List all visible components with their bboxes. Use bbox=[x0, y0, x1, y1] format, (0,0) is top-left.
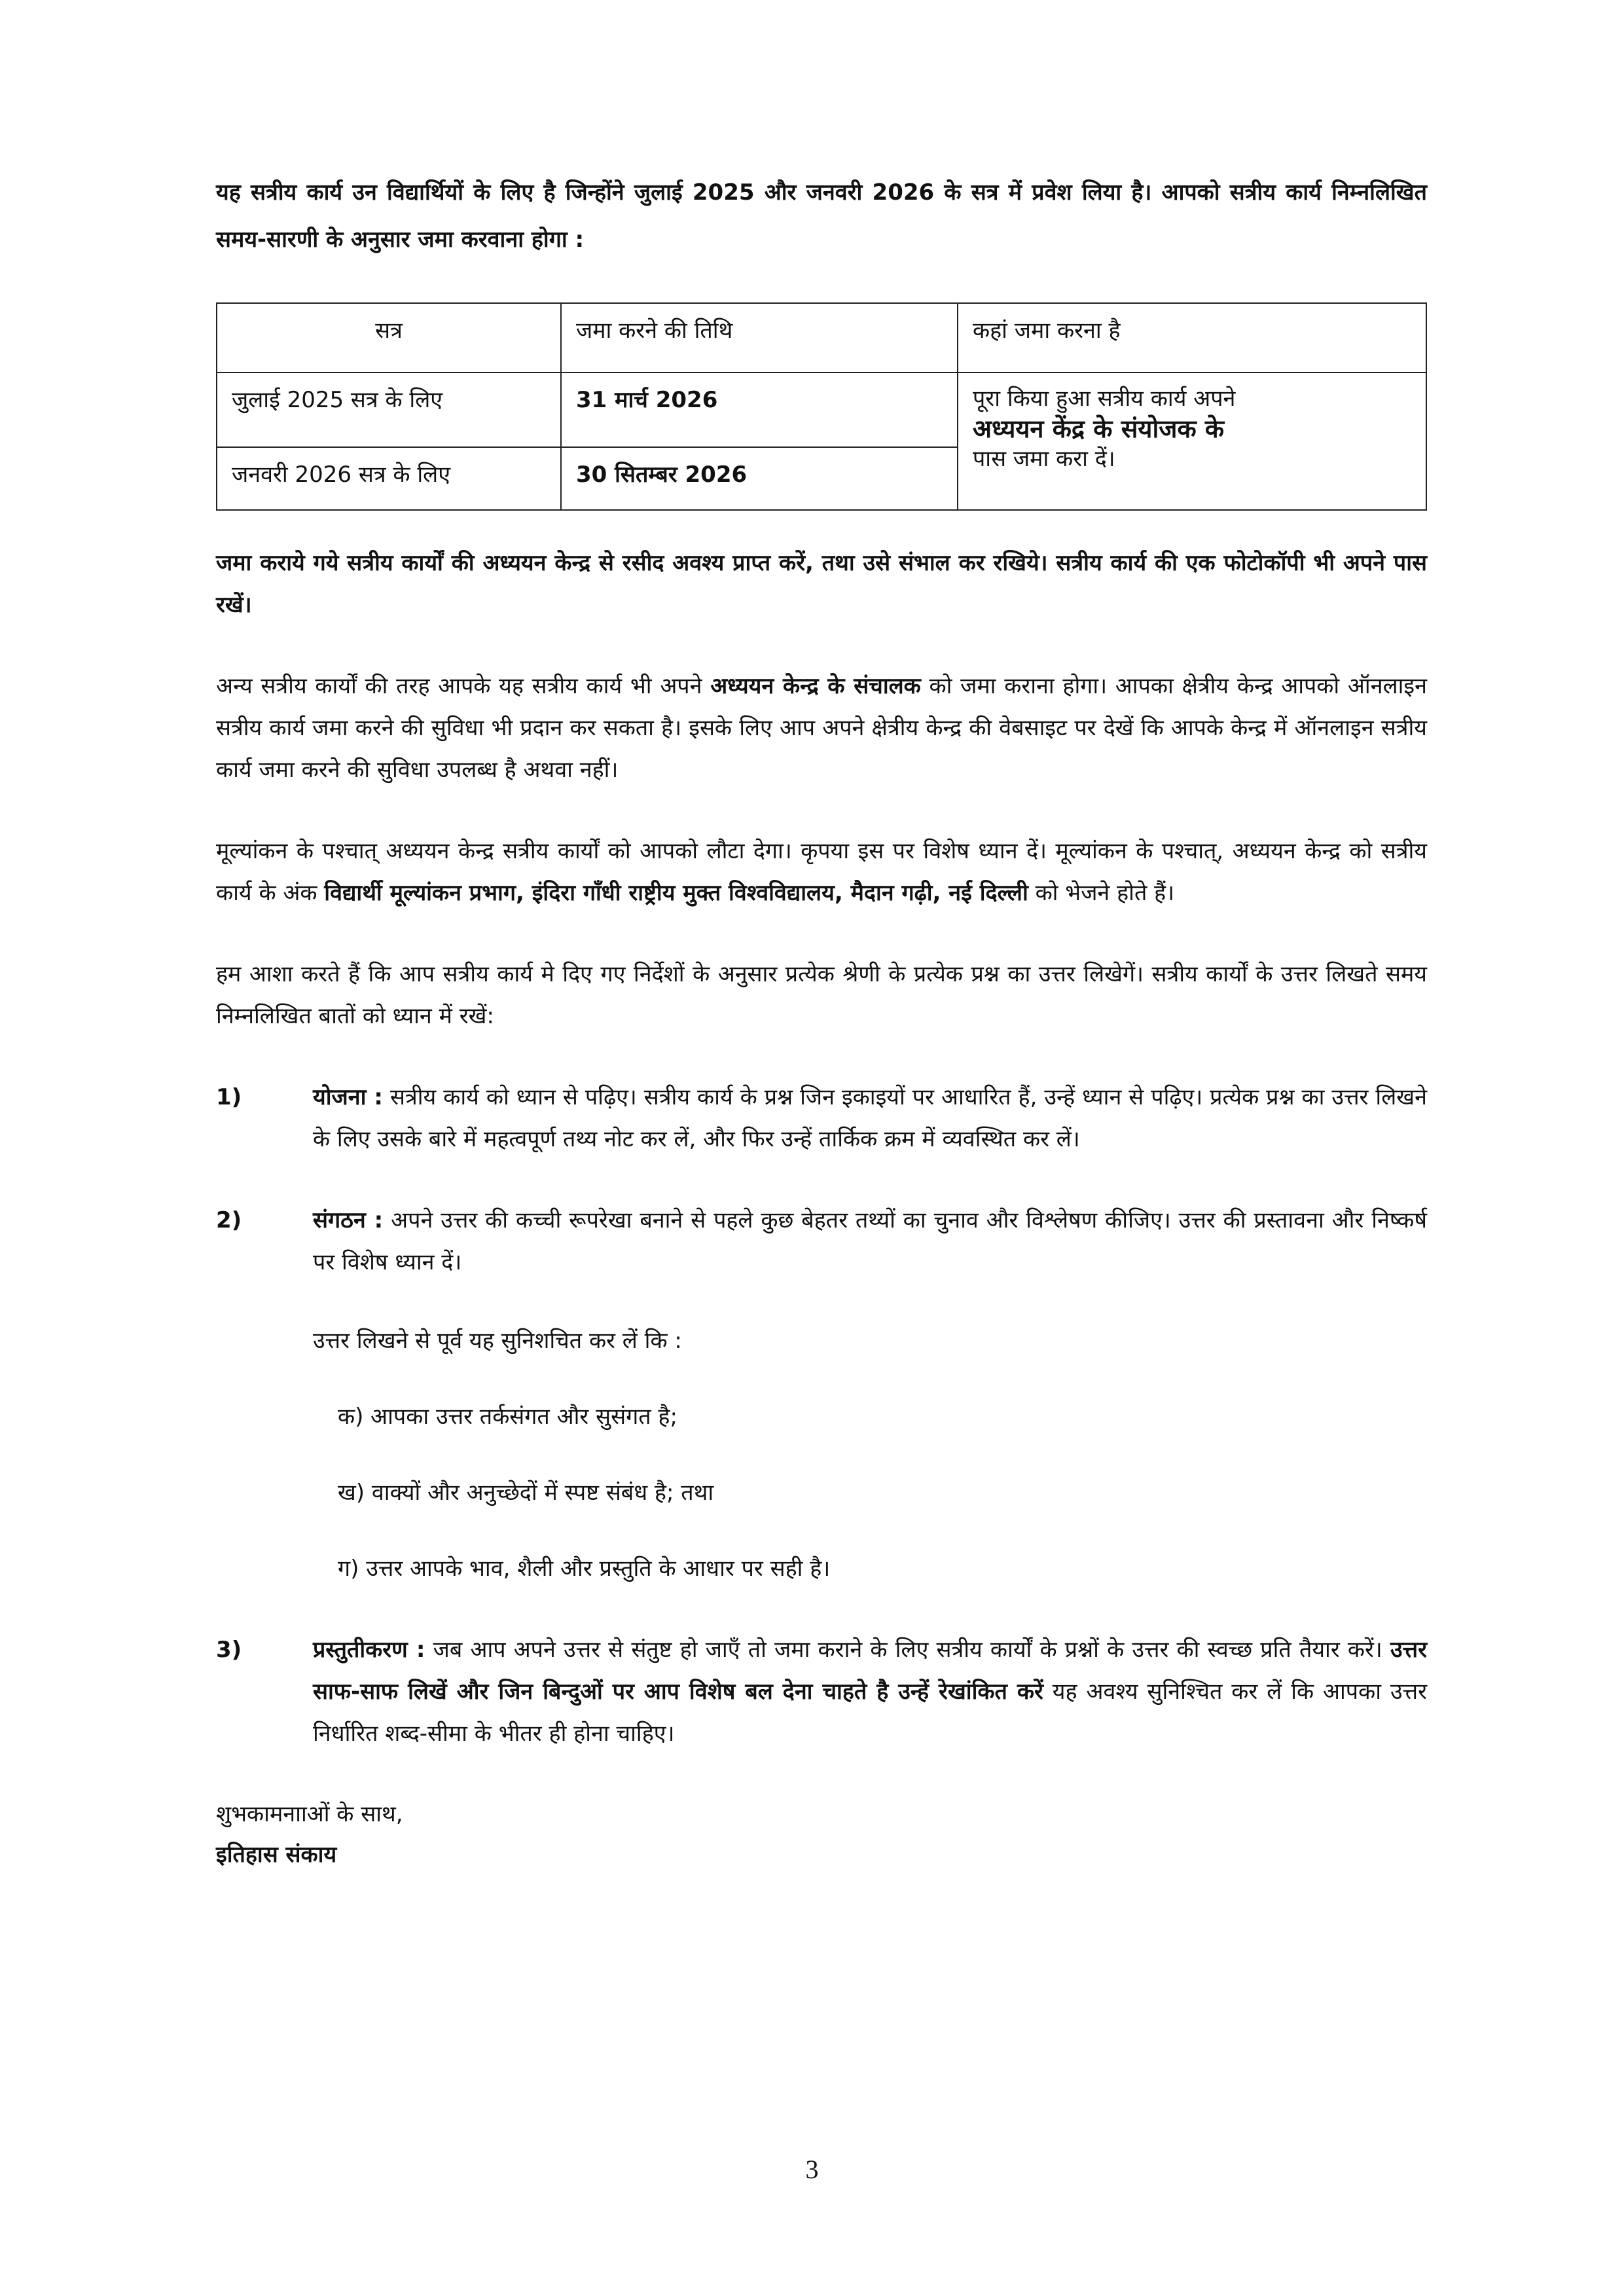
list-item-text: सत्रीय कार्य को ध्यान से पढ़िए। सत्रीय कार्य के प्रश्न जिन इकाइयों पर आधारित हैं, उन्हें ध्यान से पढ़िए। प्रत्येक प्रश्न का उत्तर लिखने के लिए उसके बारे में महत्वपूर्ण तथ्य नोट कर लें, और फिर उन्हें तार्किक क्रम में व्यवस्थित कर लें। bbox=[313, 1084, 1427, 1152]
paragraph-text: मूल्यांकन के पश्चात् अध्ययन केन्द्र सत्रीय कार्यों को आपको लौटा देगा। कृपया इस पर विशेष ध्यान दें। मूल्यांकन के पश्चात्, अध्ययन केन्द्र को सत्रीय कार्य के अंक bbox=[216, 838, 1427, 906]
sub-list-item: ख) वाक्यों और अनुच्छेदों में स्पष्ट संबंध है; तथा bbox=[338, 1480, 714, 1506]
list-item-planning bbox=[216, 1076, 1427, 1160]
header-date: जमा करने की तिथि bbox=[561, 303, 958, 373]
signoff-faculty: इतिहास संकाय bbox=[216, 1842, 337, 1868]
header-where: कहां जमा करना है bbox=[958, 303, 1426, 373]
list-item-text: जब आप अपने उत्तर से संतुष्ट हो जाएँ तो जमा कराने के लिए सत्रीय कार्यों के प्रश्नों के उत्तर की स्वच्छ प्रति तैयार करें। bbox=[425, 1637, 1390, 1663]
list-item-presentation bbox=[216, 1629, 1427, 1755]
table-header-row bbox=[217, 303, 1426, 373]
list-item-body bbox=[313, 1629, 1427, 1755]
list-item-text: अपने उत्तर की कच्ची रूपरेखा बनाने से पहले कुछ बेहतर तथ्यों का चुनाव और विश्लेषण कीजिए। उत्तर की प्रस्तावना और निष्कर्ष पर विशेष ध्यान दें। bbox=[313, 1207, 1427, 1275]
where-text-line1: पूरा किया हुआ सत्रीय कार्य अपने bbox=[973, 386, 1236, 412]
receipt-notice: जमा कराये गये सत्रीय कार्यों की अध्ययन केन्द्र से रसीद अवश्य प्राप्त करें, तथा उसे संभाल कर रखिये। सत्रीय कार्य की एक फोटोकॉपी भी अपने पास रखें। bbox=[216, 550, 1427, 618]
list-number: 1) bbox=[216, 1084, 242, 1110]
list-item-organization bbox=[216, 1199, 1427, 1283]
where-text-line2: अध्ययन केंद्र के संयोजक के bbox=[973, 414, 1225, 443]
list-item-bold-text: उत्तर साफ-साफ लिखें और जिन बिन्दुओं पर आप विशेष बल देना चाहते है उन्हें रेखांकित करें bbox=[313, 1637, 1428, 1705]
table-row bbox=[217, 373, 1426, 447]
paragraph-bold-text: विद्यार्थी मूल्यांकन प्रभाग, इंदिरा गाँधी राष्ट्रीय मुक्त विश्वविद्यालय, मैदान गढ़ी, नई दिल्ली bbox=[324, 880, 1028, 906]
paragraph-text: को भेजने होते हैं। bbox=[1028, 880, 1175, 906]
list-item-title: योजना : bbox=[313, 1084, 384, 1110]
sub-list-intro: उत्तर लिखने से पूर्व यह सुनिशचित कर लें कि : bbox=[313, 1328, 682, 1354]
page-content bbox=[216, 169, 1427, 1875]
signoff bbox=[216, 1794, 1427, 1875]
header-session: सत्र bbox=[217, 303, 561, 373]
paragraph-text: अन्य सत्रीय कार्यों की तरह आपके यह सत्रीय कार्य भी अपने bbox=[216, 673, 711, 699]
where-cell bbox=[958, 373, 1426, 510]
list-number: 3) bbox=[216, 1637, 242, 1663]
paragraph-evaluation bbox=[216, 830, 1427, 914]
list-item-text: यह अवश्य सुनिश्चित कर लें कि आपका उत्तर निर्धारित शब्द-सीमा के भीतर ही होना चाहिए। bbox=[313, 1679, 1427, 1747]
page-number: 3 bbox=[805, 2155, 819, 2184]
sub-list-item: ग) उत्तर आपके भाव, शैली और प्रस्तुति के आधार पर सही है। bbox=[338, 1556, 831, 1582]
list-number: 2) bbox=[216, 1207, 242, 1233]
sub-list-item: क) आपका उत्तर तर्कसंगत और सुसंगत है; bbox=[338, 1404, 677, 1430]
signoff-greeting: शुभकामनााओं के साथ, bbox=[216, 1801, 403, 1827]
paragraph-text: को जमा कराना होगा। आपका क्षेत्रीय केन्द्र आपको ऑनलाइन सत्रीय कार्य जमा करने की सुविधा भी प्रदान कर सकता है। इसके लिए आप अपने क्षेत्रीय केन्द्र की वेबसाइट पर देखें कि आपके केन्द्र में ऑनलाइन सत्रीय कार्य जमा करने की सुविधा उपलब्ध है अथवा नहीं। bbox=[216, 673, 1427, 783]
date-cell: 31 मार्च 2026 bbox=[561, 373, 958, 447]
session-cell: जनवरी 2026 सत्र के लिए bbox=[217, 447, 561, 510]
paragraph-instructions: हम आशा करते हैं कि आप सत्रीय कार्य मे दिए गए निर्देशों के अनुसार प्रत्येक श्रेणी के प्रत्येक प्रश्न का उत्तर लिखेगें। सत्रीय कार्यों के उत्तर लिखते समय निम्नलिखित बातों को ध्यान में रखें: bbox=[216, 961, 1427, 1029]
date-cell: 30 सितम्बर 2026 bbox=[561, 447, 958, 510]
list-item-title: संगठन : bbox=[313, 1207, 384, 1233]
paragraph-bold-text: अध्ययन केन्द्र के संचालक bbox=[710, 673, 921, 699]
intro-text: यह सत्रीय कार्य उन विद्यार्थियों के लिए है जिन्होंने जुलाई 2025 और जनवरी 2026 के सत्र में प्रवेश लिया है। आपको सत्रीय कार्य निम्नलिखित समय-सारणी के अनुसार जमा करवाना होगा : bbox=[216, 179, 1427, 253]
session-cell: जुलाई 2025 सत्र के लिए bbox=[217, 373, 561, 447]
where-text-line3: पास जमा करा दें। bbox=[973, 446, 1115, 472]
list-item-title: प्रस्तुतीकरण : bbox=[313, 1637, 425, 1663]
submission-schedule-table bbox=[216, 302, 1427, 511]
list-item-body bbox=[313, 1199, 1427, 1283]
list-item-body bbox=[313, 1076, 1427, 1160]
paragraph-submission bbox=[216, 665, 1427, 791]
